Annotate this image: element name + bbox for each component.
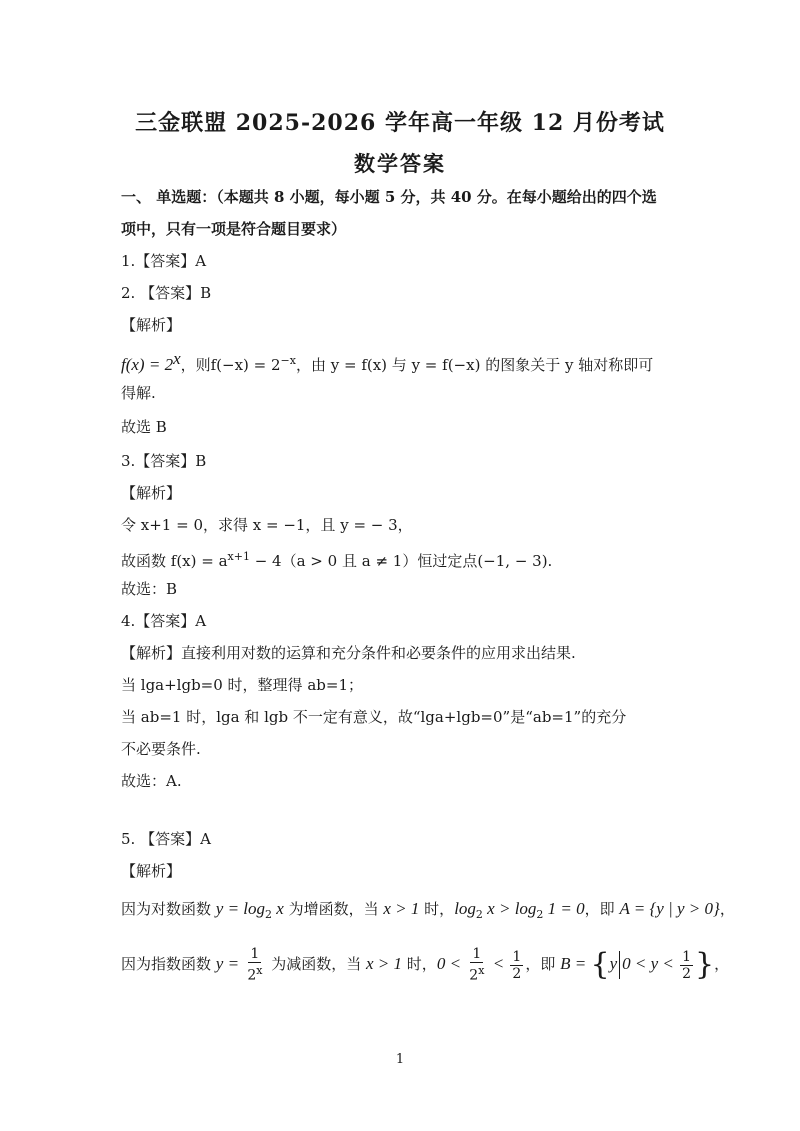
q4-analysis: 【解析】直接利用对数的运算和充分条件和必要条件的应用求出结果. [121,644,576,662]
q3-line2-rest: − 4（a > 0 且 a ≠ 1）恒过定点(−1, − 3). [249,552,553,570]
q2-formula-exp: x [173,349,181,368]
q5-line1-g: log [454,899,476,918]
q5-line2-i: B = [560,954,591,973]
q5-line1-i: 1 = 0 [543,899,585,918]
fraction-4-num: 1 [682,948,692,965]
q2-choice: 故选 B [121,418,167,436]
q4-answer: 4.【答案】A [121,612,207,630]
q5-line1-b: y = log [215,899,266,918]
page-number: 1 [395,1052,405,1067]
fraction-2 [467,946,486,984]
q5-line2-g: < [488,954,509,973]
fraction-3-den: 2 [512,965,522,982]
q5-line1-d: 为增函数，当 [283,900,384,918]
q5-line2-d: x > 1 [366,954,403,973]
q5-line1-e: x > 1 [383,899,420,918]
q2-formula-rest: ，由 y = f(x) 与 y = f(−x) 的图象关于 y 轴对称即可 [295,356,654,374]
fraction-4-den: 2 [682,965,692,982]
fraction-3-num: 1 [512,948,522,965]
q4-line1: 当 lga+lgb=0 时，整理得 ab=1； [121,676,363,694]
set-bar [619,951,620,979]
q2-formula-exp2: −x [280,354,296,367]
q2-formula-line2: 得解. [121,384,156,402]
fraction-1 [245,946,264,984]
q5-analysis-label: 【解析】 [121,862,182,880]
q4-choice: 故选：A. [121,772,182,790]
fraction-2-den-base: 2 [469,967,479,984]
fraction-2-den-exp: x [478,964,485,978]
q2-formula-prefix: f(x) = 2 [121,355,174,374]
page-subtitle: 数学答案 [354,151,446,176]
q3-choice: 故选：B [121,580,178,598]
q4-line3: 不必要条件. [121,740,201,758]
q5-line2-c: 为减函数，当 [266,955,366,973]
q5-line1-c: x [272,899,284,918]
q3-line2 [121,546,681,572]
q5-line2 [121,944,730,985]
fraction-3 [510,949,523,982]
q5-line2-f: 0 < [436,954,466,973]
fraction-1-den-exp: x [256,964,263,978]
q5-line1-j: ，即 [584,900,620,918]
q2-analysis-label: 【解析】 [121,316,182,334]
q5-line1-l: ， [719,900,735,918]
q5-line1-a: 因为对数函数 [121,900,216,918]
fraction-1-num: 1 [250,946,260,963]
q5-line2-e: 时， [402,955,437,973]
q5-line1-sub2: 2 [475,908,483,921]
q4-line2: 当 ab=1 时，lga 和 lgb 不一定有意义，故“lga+lgb=0”是“ab=1”的充分 [121,708,627,726]
q5-line1-sub3: 2 [536,908,544,921]
right-brace-glyph: } [695,947,715,982]
q3-analysis-label: 【解析】 [121,484,182,502]
q3-line2-exp: x+1 [227,550,250,563]
fraction-4 [680,949,693,982]
q5-line2-a: 因为指数函数 [121,955,216,973]
q5-line1 [121,898,735,926]
left-brace-glyph: { [590,947,610,982]
q1-answer: 1.【答案】A [121,252,207,270]
q5-line1-h: x > log [482,899,537,918]
q2-formula-text: ，则f(−x) = 2 [180,356,281,374]
q5-line2-j: ， [714,955,730,973]
q5-answer: 5. 【答案】A [121,830,211,848]
q2-formula-line [121,348,681,376]
q5-line1-sub: 2 [265,908,273,921]
page-title: 三金联盟 2025-2026 学年高一年级 12 月份考试 [135,110,665,136]
q5-line1-f: 时， [419,900,455,918]
section-heading-line1: 一、 单选题：（本题共 8 小题，每小题 5 分，共 40 分。在每小题给出的四个选 [121,188,657,206]
set-var: y [609,954,618,973]
q5-line1-k: A = {y | y > 0} [619,899,720,918]
fraction-1-den-base: 2 [247,967,257,984]
q3-line1: 令 x+1 = 0，求得 x = −1，且 y = − 3， [121,516,413,534]
fraction-1-den [245,963,264,984]
q3-answer: 3.【答案】B [121,452,207,470]
q5-line2-h: ，即 [525,955,561,973]
q5-line2-b: y = [215,954,244,973]
fraction-2-num: 1 [472,946,482,963]
q3-line2-pre: 故函数 f(x) = a [121,552,228,570]
section-heading-line2: 项中，只有一项是符合题目要求） [121,220,347,238]
fraction-2-den [467,963,486,984]
set-cond: 0 < y < [622,954,679,973]
q2-answer: 2. 【答案】B [121,284,212,302]
